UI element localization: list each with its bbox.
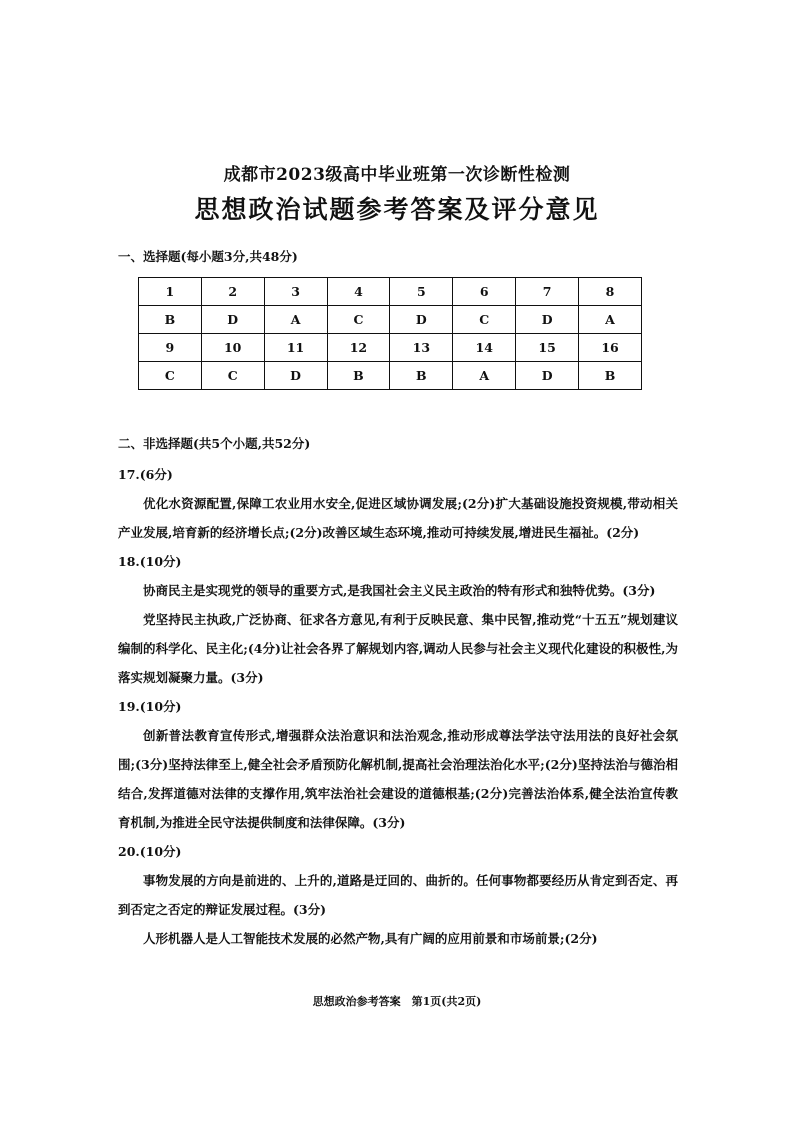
table-cell: D	[201, 306, 264, 334]
table-cell: 12	[327, 334, 390, 362]
table-row	[139, 306, 642, 334]
question-18-answer-2: 党坚持民主执政,广泛协商、征求各方意见,有利于反映民意、集中民智,推动党“十五五”规划建议编制的科学化、民主化;(4分)让社会各界了解规划内容,调动人民参与社会主义现代化建设的积极性,为落实规划凝聚力量。(3分)	[118, 612, 678, 685]
table-row	[139, 278, 642, 306]
question-18-answer-1: 协商民主是实现党的领导的重要方式,是我国社会主义民主政治的特有形式和独特优势。(3分)	[143, 583, 656, 598]
question-17-answer: 优化水资源配置,保障工农业用水安全,促进区域协调发展;(2分)扩大基础设施投资规模,带动相关产业发展,培育新的经济增长点;(2分)改善区域生态环境,推动可持续发展,增进民生福祉。(2分)	[118, 496, 678, 540]
question-19-answer: 创新普法教育宣传形式,增强群众法治意识和法治观念,推动形成尊法学法守法用法的良好社会氛围;(3分)坚持法律至上,健全社会矛盾预防化解机制,提高社会治理法治化水平;(2分)坚持法治与德治相结合,发挥道德对法律的支撑作用,筑牢法治社会建设的道德根基;(2分)完善法治体系,健全法治宣传教育机制,为推进全民守法提供制度和法律保障。(3分)	[118, 728, 678, 830]
table-cell: A	[453, 362, 516, 390]
table-row	[139, 334, 642, 362]
table-cell: 15	[516, 334, 579, 362]
section1-heading: 一、选择题(每小题3分,共48分)	[118, 249, 298, 264]
exam-title-line2: 思想政治试题参考答案及评分意见	[194, 195, 600, 224]
table-cell: C	[139, 362, 202, 390]
table-cell: 13	[390, 334, 453, 362]
question-19-heading: 19.(10分)	[118, 699, 182, 714]
answer-table	[138, 277, 642, 390]
table-cell: D	[516, 306, 579, 334]
table-cell: B	[390, 362, 453, 390]
question-18-heading: 18.(10分)	[118, 554, 182, 569]
table-cell: 2	[201, 278, 264, 306]
table-cell: 14	[453, 334, 516, 362]
section2-heading: 二、非选择题(共5个小题,共52分)	[118, 436, 311, 451]
table-cell: B	[579, 362, 642, 390]
table-cell: B	[327, 362, 390, 390]
answers-body	[118, 460, 678, 953]
table-cell: 5	[390, 278, 453, 306]
table-cell: 7	[516, 278, 579, 306]
table-cell: A	[579, 306, 642, 334]
table-cell: 3	[264, 278, 327, 306]
table-cell: 11	[264, 334, 327, 362]
table-cell: A	[264, 306, 327, 334]
question-20-answer-1: 事物发展的方向是前进的、上升的,道路是迂回的、曲折的。任何事物都要经历从肯定到否定、再到否定之否定的辩证发展过程。(3分)	[118, 873, 678, 917]
exam-title-line1: 成都市2023级高中毕业班第一次诊断性检测	[223, 165, 571, 185]
table-cell: C	[453, 306, 516, 334]
table-cell: 16	[579, 334, 642, 362]
page-footer: 思想政治参考答案 第1页(共2页)	[312, 995, 482, 1008]
table-row	[139, 362, 642, 390]
table-cell: B	[139, 306, 202, 334]
table-cell: C	[327, 306, 390, 334]
table-cell: 8	[579, 278, 642, 306]
question-20-heading: 20.(10分)	[118, 844, 182, 859]
question-17-heading: 17.(6分)	[118, 467, 173, 482]
table-cell: 6	[453, 278, 516, 306]
table-cell: 1	[139, 278, 202, 306]
table-cell: D	[264, 362, 327, 390]
table-cell: C	[201, 362, 264, 390]
table-cell: 9	[139, 334, 202, 362]
question-20-answer-2: 人形机器人是人工智能技术发展的必然产物,具有广阔的应用前景和市场前景;(2分)	[143, 931, 598, 946]
table-cell: 10	[201, 334, 264, 362]
table-cell: D	[516, 362, 579, 390]
table-cell: D	[390, 306, 453, 334]
table-cell: 4	[327, 278, 390, 306]
